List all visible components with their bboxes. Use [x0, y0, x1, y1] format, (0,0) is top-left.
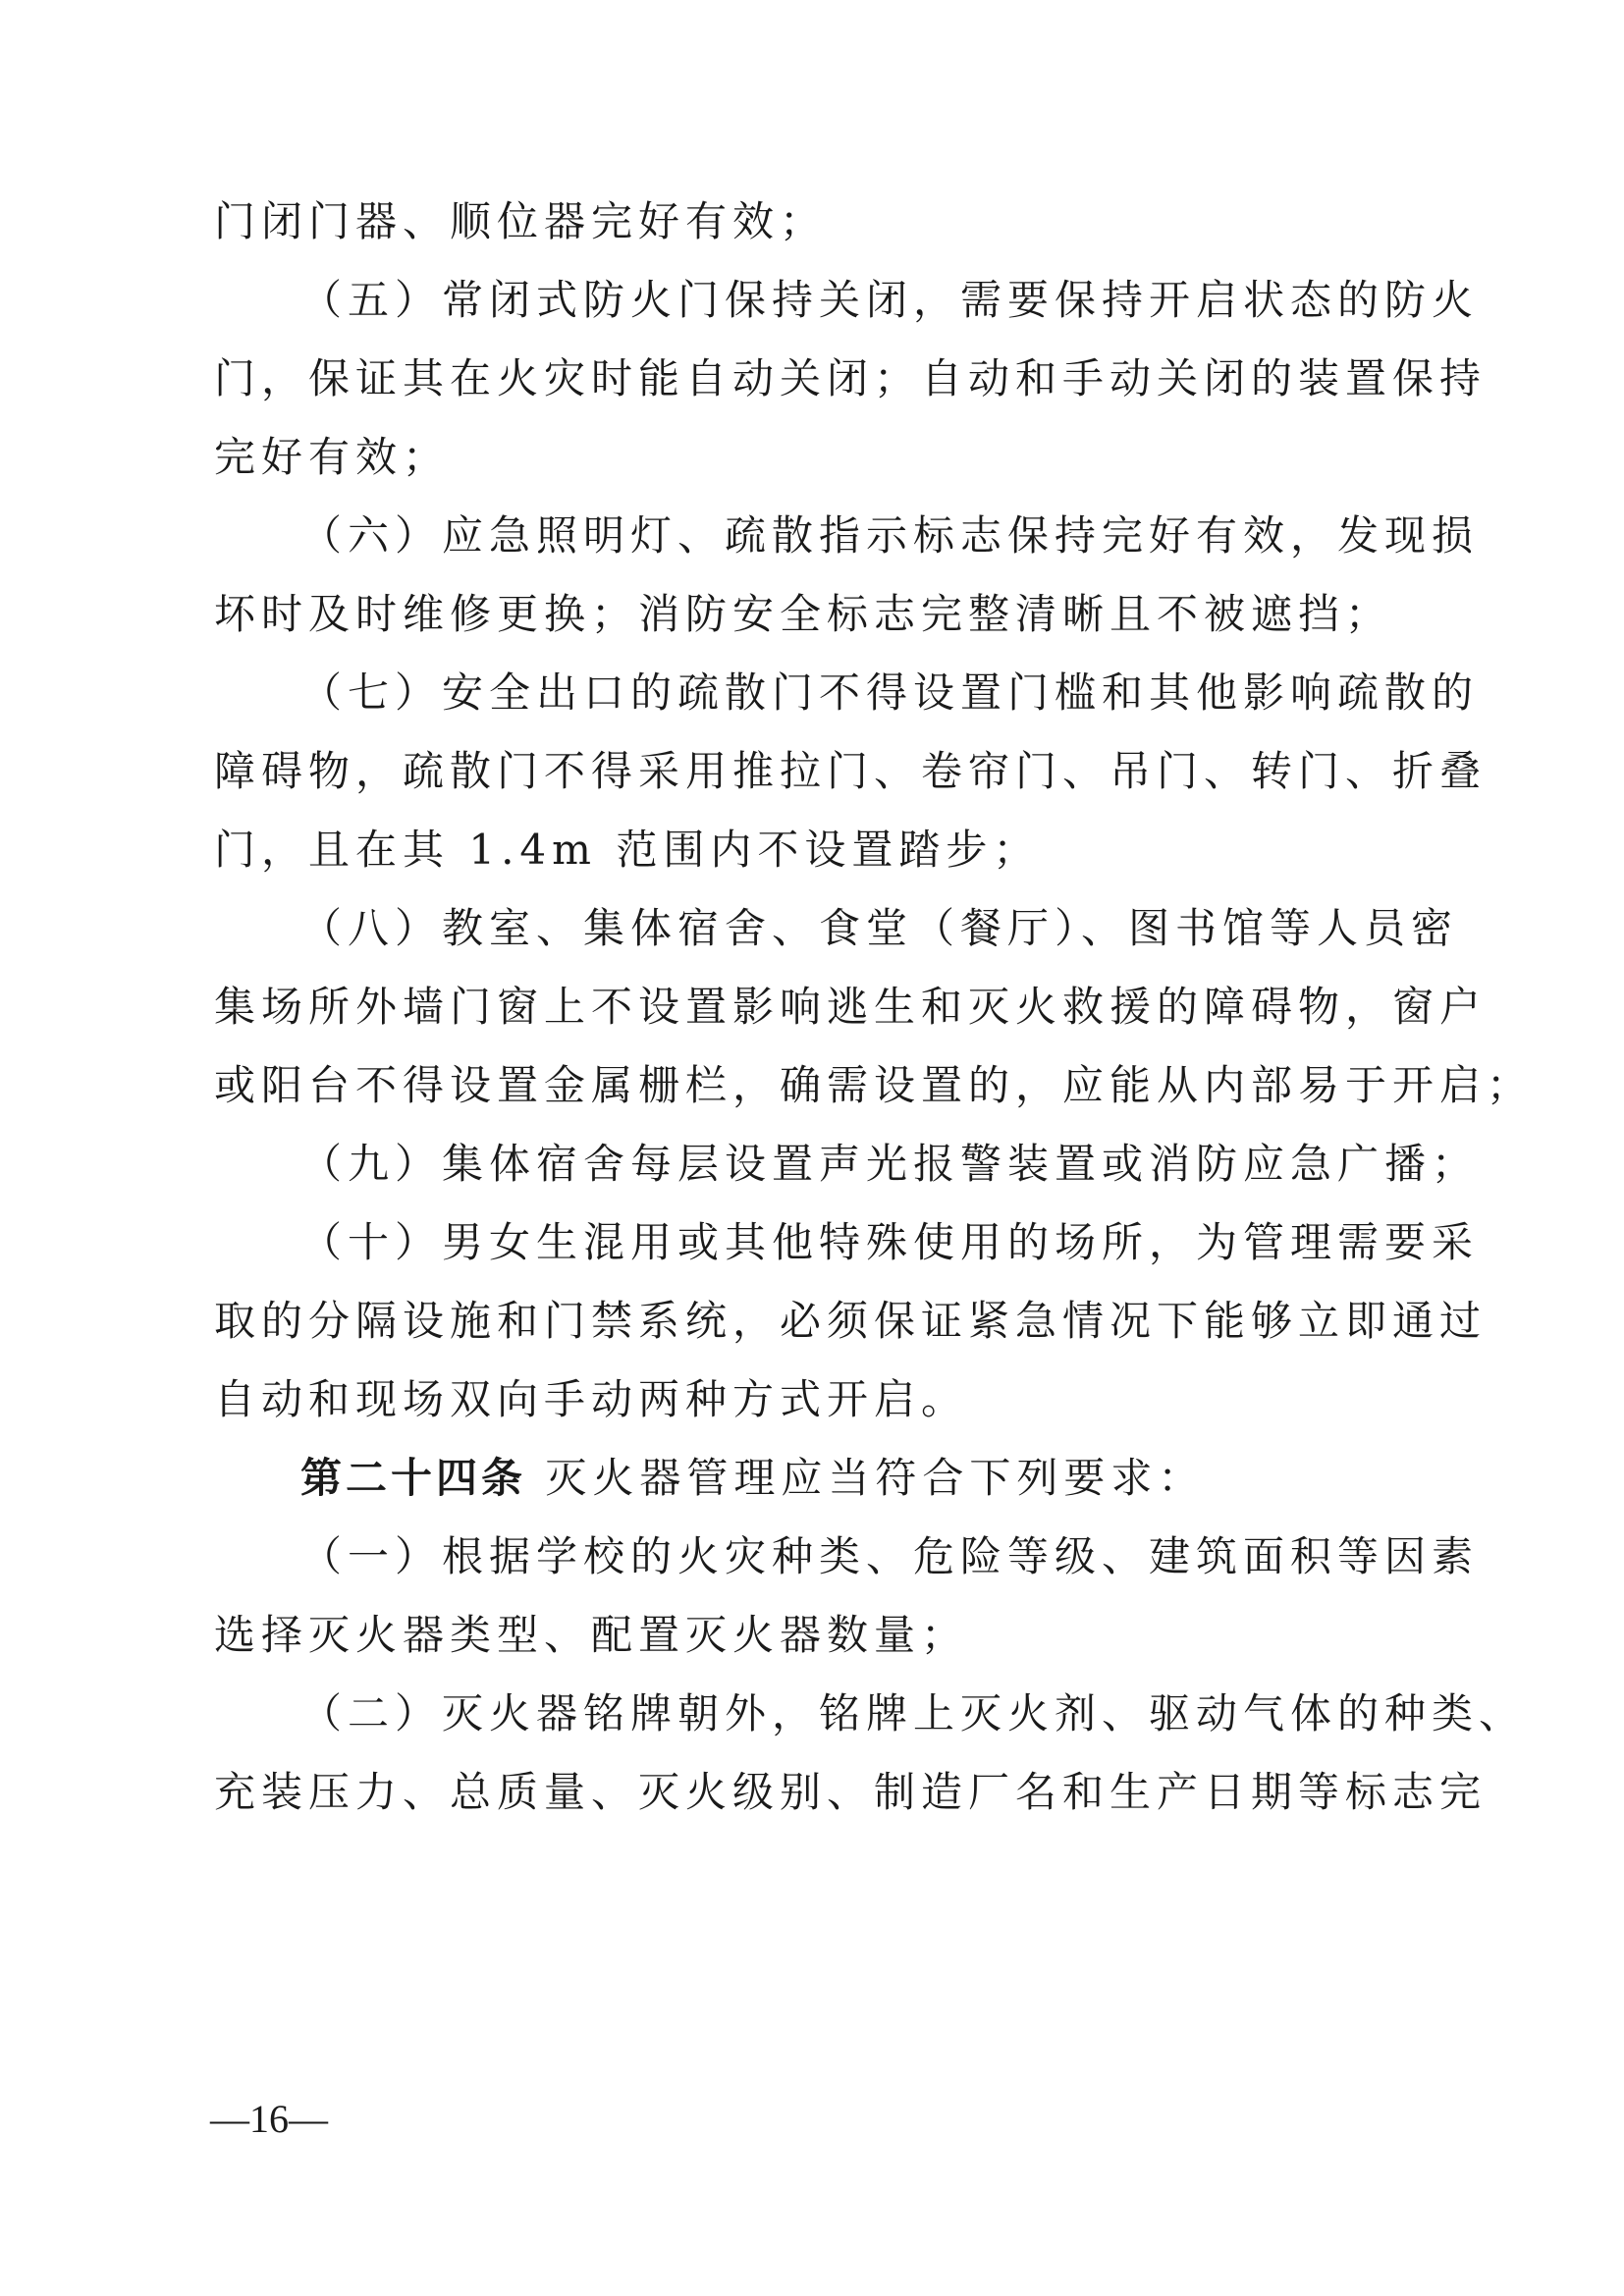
body-line: （一）根据学校的火灾种类、危险等级、建筑面积等因素	[300, 1532, 1480, 1580]
page-number: —16—	[210, 2097, 328, 2141]
body-line: （五）常闭式防火门保持关闭，需要保持开启状态的防火	[300, 276, 1480, 324]
body-line: （六）应急照明灯、疏散指示标志保持完好有效，发现损	[300, 511, 1480, 560]
body-line: 自动和现场双向手动两种方式开启。	[214, 1375, 969, 1423]
body-line: （七）安全出口的疏散门不得设置门槛和其他影响疏散的	[300, 668, 1480, 717]
body-line: 坏时及时维修更换；消防安全标志完整清晰且不被遮挡；	[214, 590, 1393, 638]
article-line	[300, 1449, 1422, 1508]
article-heading: 第二十四条	[300, 1454, 527, 1502]
body-line: （八）教室、集体宿舍、食堂（餐厅）、图书馆等人员密	[300, 904, 1459, 952]
body-line: （九）集体宿舍每层设置声光报警装置或消防应急广播；	[300, 1140, 1480, 1188]
body-line: 或阳台不得设置金属栅栏，确需设置的，应能从内部易于开启；	[214, 1061, 1535, 1109]
body-line: 取的分隔设施和门禁系统，必须保证紧急情况下能够立即通过	[214, 1297, 1488, 1345]
body-line: 充装压力、总质量、灭火级别、制造厂名和生产日期等标志完	[214, 1768, 1488, 1816]
body-line: （十）男女生混用或其他特殊使用的场所，为管理需要采	[300, 1218, 1480, 1266]
body-line: 障碍物，疏散门不得采用推拉门、卷帘门、吊门、转门、折叠	[214, 747, 1488, 795]
body-line: 门闭门器、顺位器完好有效；	[214, 197, 828, 245]
body-line: （二）灭火器铭牌朝外，铭牌上灭火剂、驱动气体的种类、	[300, 1689, 1527, 1737]
body-line: 集场所外墙门窗上不设置影响逃生和灭火救援的障碍物，窗户	[214, 983, 1488, 1031]
body-line: 门，保证其在火灾时能自动关闭；自动和手动关闭的装置保持	[214, 354, 1488, 402]
body-line: 完好有效；	[214, 433, 451, 481]
body-line: 门，且在其 1.4m 范围内不设置踏步；	[214, 826, 1041, 874]
article-intro: 灭火器管理应当符合下列要求：	[545, 1454, 1206, 1502]
body-line: 选择灭火器类型、配置灭火器数量；	[214, 1611, 969, 1659]
